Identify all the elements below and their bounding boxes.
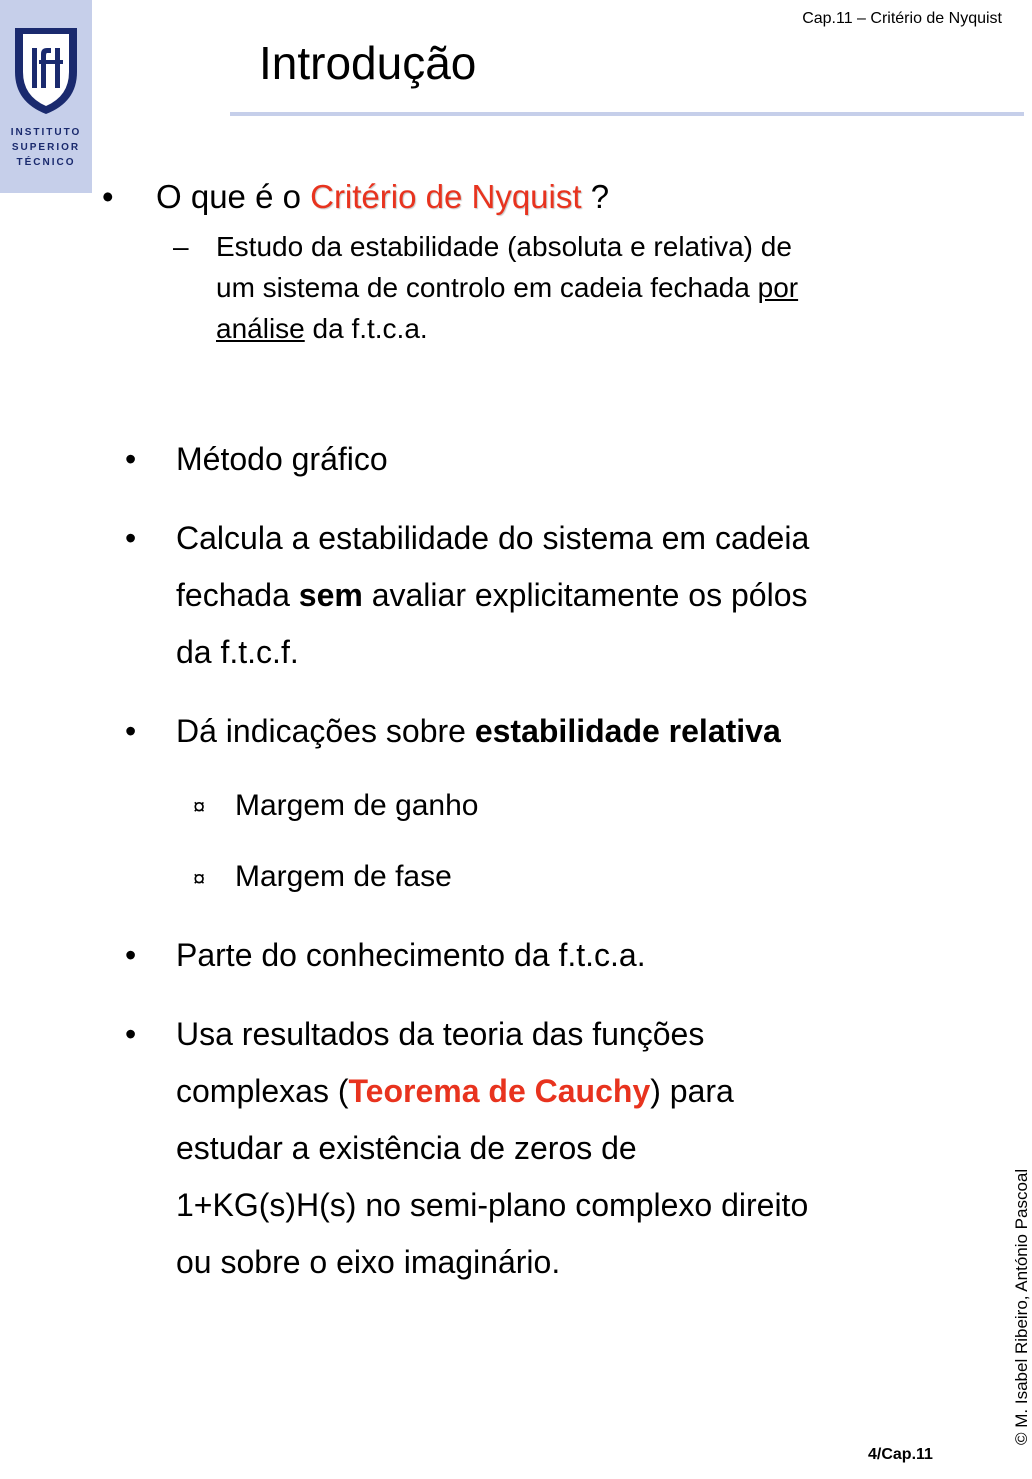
title-divider: [230, 112, 1024, 116]
bullet-cauchy-line-2-suffix: ) para: [650, 1073, 734, 1109]
bullet-marker: •: [125, 937, 137, 973]
page-title: Introdução: [259, 37, 477, 89]
intro-sub-line-2-text: um sistema de controlo em cadeia fechada: [216, 272, 758, 303]
bullet-marker: •: [125, 441, 137, 477]
logo-text-line-1: INSTITUTO: [10, 127, 82, 138]
bullet-relative-stability: [176, 713, 781, 750]
intro-question-suffix: ?: [581, 178, 610, 215]
bold-sem: sem: [298, 577, 363, 613]
bullet-graphic-method: Método gráfico: [176, 441, 388, 477]
bullet-calcula-line-2-prefix: fechada: [176, 577, 299, 613]
intro-question-prefix: O que é o: [156, 178, 311, 215]
cauchy-theorem-highlight: Teorema de Cauchy: [348, 1073, 651, 1109]
ist-shield-icon: [11, 24, 81, 116]
chapter-header: Cap.11 – Critério de Nyquist: [802, 10, 1002, 27]
bullet-cauchy-line-1: Usa resultados da teoria das funções: [176, 1016, 705, 1052]
sub-bullet-marker: ¤: [193, 794, 206, 819]
bullet-marker: •: [102, 178, 114, 215]
intro-sub-line-1: Estudo da estabilidade (absoluta e relativa) de: [216, 231, 792, 262]
ist-logo: [0, 0, 92, 193]
logo-text-line-2: SUPERIOR: [11, 142, 81, 153]
sub-bullet-gain-margin: Margem de ganho: [235, 789, 479, 822]
bullet-cauchy-line-3: estudar a existência de zeros de: [176, 1130, 637, 1166]
intro-sub-line-3: [216, 313, 428, 345]
bullet-relative-stability-prefix: Dá indicações sobre: [176, 713, 475, 749]
bullet-calcula-line-2: [176, 577, 807, 614]
dash-marker: –: [173, 231, 189, 262]
bullet-cauchy-line-2: [176, 1073, 734, 1110]
bullet-ftca: Parte do conhecimento da f.t.c.a.: [176, 937, 646, 973]
logo-text-line-3: TÉCNICO: [16, 157, 76, 168]
page-number: 4/Cap.11: [868, 1446, 933, 1463]
underlined-analise: análise: [216, 313, 305, 344]
bullet-cauchy-line-2-prefix: complexas (: [176, 1073, 349, 1109]
bold-relative-stability: estabilidade relativa: [474, 713, 781, 749]
bullet-calcula-line-2-suffix: avaliar explicitamente os pólos: [362, 577, 808, 613]
intro-sub-line-2: [216, 272, 798, 304]
copyright-notice: © M. Isabel Ribeiro, António Pascoal: [1012, 1168, 1031, 1445]
bullet-calcula-line-3: da f.t.c.f.: [176, 634, 299, 670]
intro-question: [156, 178, 609, 216]
intro-sub-line-3-text: da f.t.c.a.: [304, 313, 428, 344]
nyquist-criterion-highlight: Critério de Nyquist: [310, 178, 582, 215]
bullet-cauchy-line-4: 1+KG(s)H(s) no semi-plano complexo direito: [176, 1187, 809, 1223]
sub-bullet-marker: ¤: [193, 866, 206, 891]
bullet-marker: •: [125, 1016, 137, 1052]
underlined-por: por: [757, 272, 799, 303]
bullet-marker: •: [125, 520, 137, 556]
sub-bullet-phase-margin: Margem de fase: [235, 860, 452, 893]
bullet-cauchy-line-5: ou sobre o eixo imaginário.: [176, 1244, 561, 1280]
bullet-marker: •: [125, 713, 137, 749]
bullet-calcula-line-1: Calcula a estabilidade do sistema em cadeia: [176, 520, 810, 556]
